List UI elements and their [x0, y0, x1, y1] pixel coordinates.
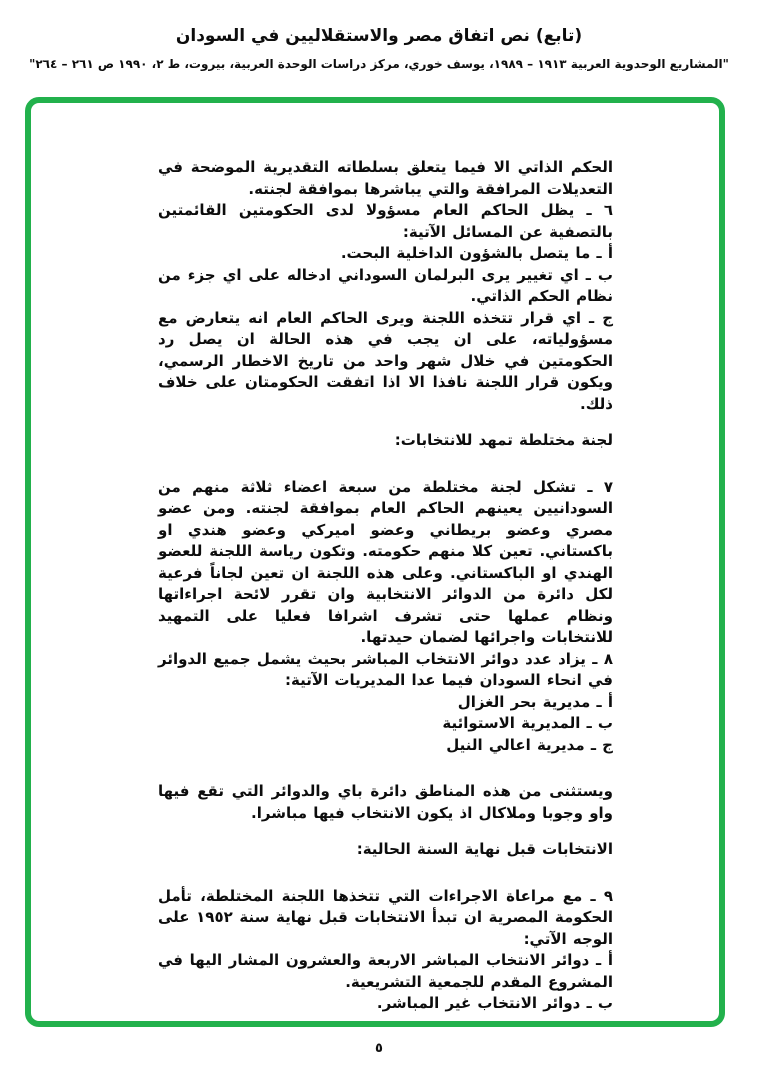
- paragraph: ٧ ـ تشكل لجنة مختلطة من سبعة اعضاء ثلاثة منهم من السودانيين يعينهم الحاكم العام بموافقة لجنته. ومن عضو مصري وعضو بريطاني وعضو اميركي وعضو هندي او باكستاني. تعين كلا منهم حكومته. وتكون رياسة اللجنة للعضو الهندي او الباكستاني. وعلى هذه اللجنة ان تعين لجاناً فرعية لكل دائرة من الدوائر الانتخابية وان تقرر لائحة اجراءاتها ونظام عملها حتى تشرف اشرافا فعليا على التمهيد للانتخابات واجرائها لضمان حيدتها.: [158, 477, 613, 646]
- list-item: ب ـ دوائر الانتخاب غير المباشر.: [376, 994, 613, 1012]
- list-item: أ ـ دوائر الانتخاب المباشر الاربعة والعشرون المشار اليها في المشروع المقدم للجمعية التشريعية.: [158, 951, 613, 991]
- paragraph: ٩ ـ مع مراعاة الاجراءات التي تتخذها اللجنة المختلطة، تأمل الحكومة المصرية ان تبدأ الانتخابات قبل نهاية سنة ١٩٥٢ على الوجه الآتي:: [158, 886, 613, 948]
- list-item: أ ـ ما يتصل بالشؤون الداخلية البحت.: [340, 244, 613, 262]
- section-heading: الانتخابات قبل نهاية السنة الحالية:: [356, 840, 613, 858]
- list-item: ب ـ المديرية الاستوائية: [442, 714, 613, 732]
- document-header: [0, 26, 758, 71]
- paragraph: الحكم الذاتي الا فيما يتعلق بسلطاته التقديرية الموضحة في التعديلات المرافقة والتي يباشرها بموافقة لجنته.: [158, 158, 613, 198]
- paragraph: ٨ ـ يزاد عدد دوائر الانتخاب المباشر بحيث يشمل جميع الدوائر في انحاء السودان فيما عدا المديريات الآتية:: [158, 649, 613, 689]
- source-citation: "المشاريع الوحدوية العربية ١٩١٣ – ١٩٨٩، يوسف خوري، مركز دراسات الوحدة العربية، بيروت، ط ٢، ١٩٩٠ ص ٢٦١ – ٢٦٤": [29, 57, 729, 71]
- paragraph: ٦ ـ يظل الحاكم العام مسؤولا لدى الحكومتين القائمتين بالتصفية عن المسائل الآتية:: [158, 201, 613, 241]
- paragraph: ويستثنى من هذه المناطق دائرة باي والدوائر التي تقع فيها واو وجوبا وملاكال اذ يكون الانتخاب فيها مباشرا.: [158, 782, 613, 822]
- list-item: أ ـ مديرية بحر الغزال: [457, 692, 613, 711]
- page-title: (تابع) نص اتفاق مصر والاستقلاليين في السودان: [175, 26, 583, 46]
- list-item: ج ـ مديرية اعالي النيل: [446, 735, 613, 754]
- page-number: ٥: [375, 1041, 383, 1056]
- list-item: ب ـ اي تغيير يرى البرلمان السوداني ادخاله على اي جزء من نظام الحكم الذاتي.: [158, 265, 613, 305]
- section-heading: لجنة مختلطة تمهد للانتخابات:: [394, 431, 613, 449]
- list-item: ج ـ اي قرار تتخذه اللجنة ويرى الحاكم العام انه يتعارض مع مسؤولياته، على ان يجب في هذه الحالة ان يصل رد الحكومتين في خلال شهر واحد من تاريخ الاخطار الرسمي، ويكون قرار اللجنة نافذا الا اذا اتفقت الحكومتان على خلاف ذلك.: [158, 308, 613, 413]
- document-body: [158, 157, 613, 1015]
